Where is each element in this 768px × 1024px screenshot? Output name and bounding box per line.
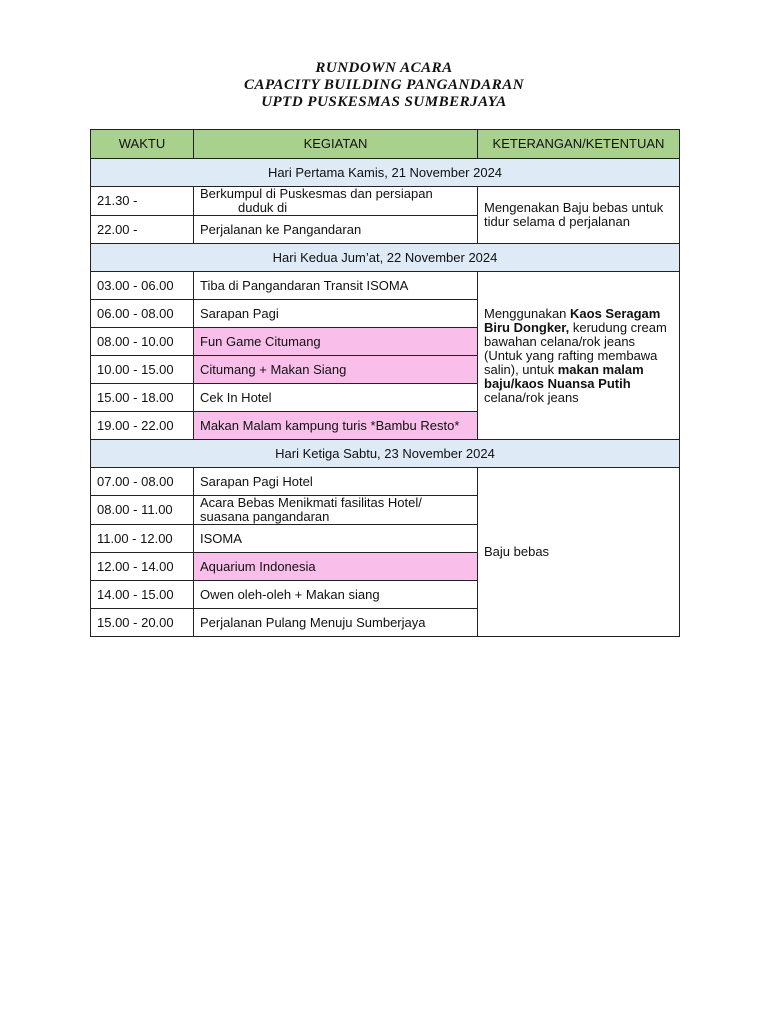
day-1-label: Hari Pertama Kamis, 21 November 2024 bbox=[91, 159, 680, 187]
activity-cell: Perjalanan Pulang Menuju Sumberjaya bbox=[194, 609, 478, 637]
activity-cell: Sarapan Pagi bbox=[194, 300, 478, 328]
time-cell: 08.00 - 10.00 bbox=[91, 328, 194, 356]
day-2-label: Hari Kedua Jum’at, 22 November 2024 bbox=[91, 244, 680, 272]
time-cell: 07.00 - 08.00 bbox=[91, 468, 194, 496]
header-row bbox=[91, 130, 680, 159]
time-cell: 08.00 - 11.00 bbox=[91, 496, 194, 525]
time-cell: 19.00 - 22.00 bbox=[91, 412, 194, 440]
note-bold-text: makan malam baju/kaos Nuansa Putih bbox=[484, 361, 644, 391]
time-cell: 21.30 - bbox=[91, 187, 194, 216]
time-cell: 06.00 - 08.00 bbox=[91, 300, 194, 328]
table-row bbox=[91, 272, 680, 300]
activity-line: duduk di bbox=[238, 200, 288, 215]
time-cell: 11.00 - 12.00 bbox=[91, 525, 194, 553]
note-text: celana/rok jeans bbox=[484, 389, 579, 405]
activity-cell: Acara Bebas Menikmati fasilitas Hotel/ suasana pangandaran bbox=[194, 496, 478, 525]
header-waktu: WAKTU bbox=[91, 130, 194, 159]
activity-cell bbox=[194, 187, 478, 216]
title-line-3: UPTD PUSKESMAS SUMBERJAYA bbox=[261, 94, 507, 110]
activity-cell: Perjalanan ke Pangandaran bbox=[194, 216, 478, 244]
time-cell: 12.00 - 14.00 bbox=[91, 553, 194, 581]
activity-cell: Sarapan Pagi Hotel bbox=[194, 468, 478, 496]
time-cell: 15.00 - 20.00 bbox=[91, 609, 194, 637]
header-keterangan: KETERANGAN/KETENTUAN bbox=[478, 130, 680, 159]
time-cell: 03.00 - 06.00 bbox=[91, 272, 194, 300]
activity-cell-highlighted: Citumang + Makan Siang bbox=[194, 356, 478, 384]
time-cell: 10.00 - 15.00 bbox=[91, 356, 194, 384]
title-line-2: CAPACITY BUILDING PANGANDARAN bbox=[243, 77, 525, 93]
activity-cell-highlighted: Aquarium Indonesia bbox=[194, 553, 478, 581]
note-bold-text: Kaos Seragam Biru Dongker, bbox=[484, 305, 661, 335]
activity-cell: Cek In Hotel bbox=[194, 384, 478, 412]
activity-line: Berkumpul di Puskesmas dan persiapan bbox=[200, 186, 433, 201]
activity-cell: ISOMA bbox=[194, 525, 478, 553]
note-day-1: Mengenakan Baju bebas untuk tidur selama d perjalanan bbox=[478, 187, 680, 244]
day-row bbox=[91, 159, 680, 187]
table-row bbox=[91, 187, 680, 216]
rundown-table bbox=[90, 129, 680, 637]
day-row bbox=[91, 440, 680, 468]
activity-cell-highlighted: Fun Game Citumang bbox=[194, 328, 478, 356]
day-3-label: Hari Ketiga Sabtu, 23 November 2024 bbox=[91, 440, 680, 468]
note-text: kerudung cream bawahan celana/rok jeans (Untuk yang rafting membawa salin), untuk bbox=[484, 319, 667, 377]
table-row bbox=[91, 468, 680, 496]
activity-cell: Tiba di Pangandaran Transit ISOMA bbox=[194, 272, 478, 300]
note-day-2 bbox=[478, 272, 680, 440]
title-line-1: RUNDOWN ACARA bbox=[315, 60, 453, 76]
header-kegiatan: KEGIATAN bbox=[194, 130, 478, 159]
document-title bbox=[0, 60, 768, 111]
note-text: Menggunakan bbox=[484, 305, 571, 321]
time-cell: 15.00 - 18.00 bbox=[91, 384, 194, 412]
day-row bbox=[91, 244, 680, 272]
time-cell: 22.00 - bbox=[91, 216, 194, 244]
activity-cell: Owen oleh-oleh + Makan siang bbox=[194, 581, 478, 609]
note-day-3: Baju bebas bbox=[478, 468, 680, 637]
time-cell: 14.00 - 15.00 bbox=[91, 581, 194, 609]
activity-cell-highlighted: Makan Malam kampung turis *Bambu Resto* bbox=[194, 412, 478, 440]
